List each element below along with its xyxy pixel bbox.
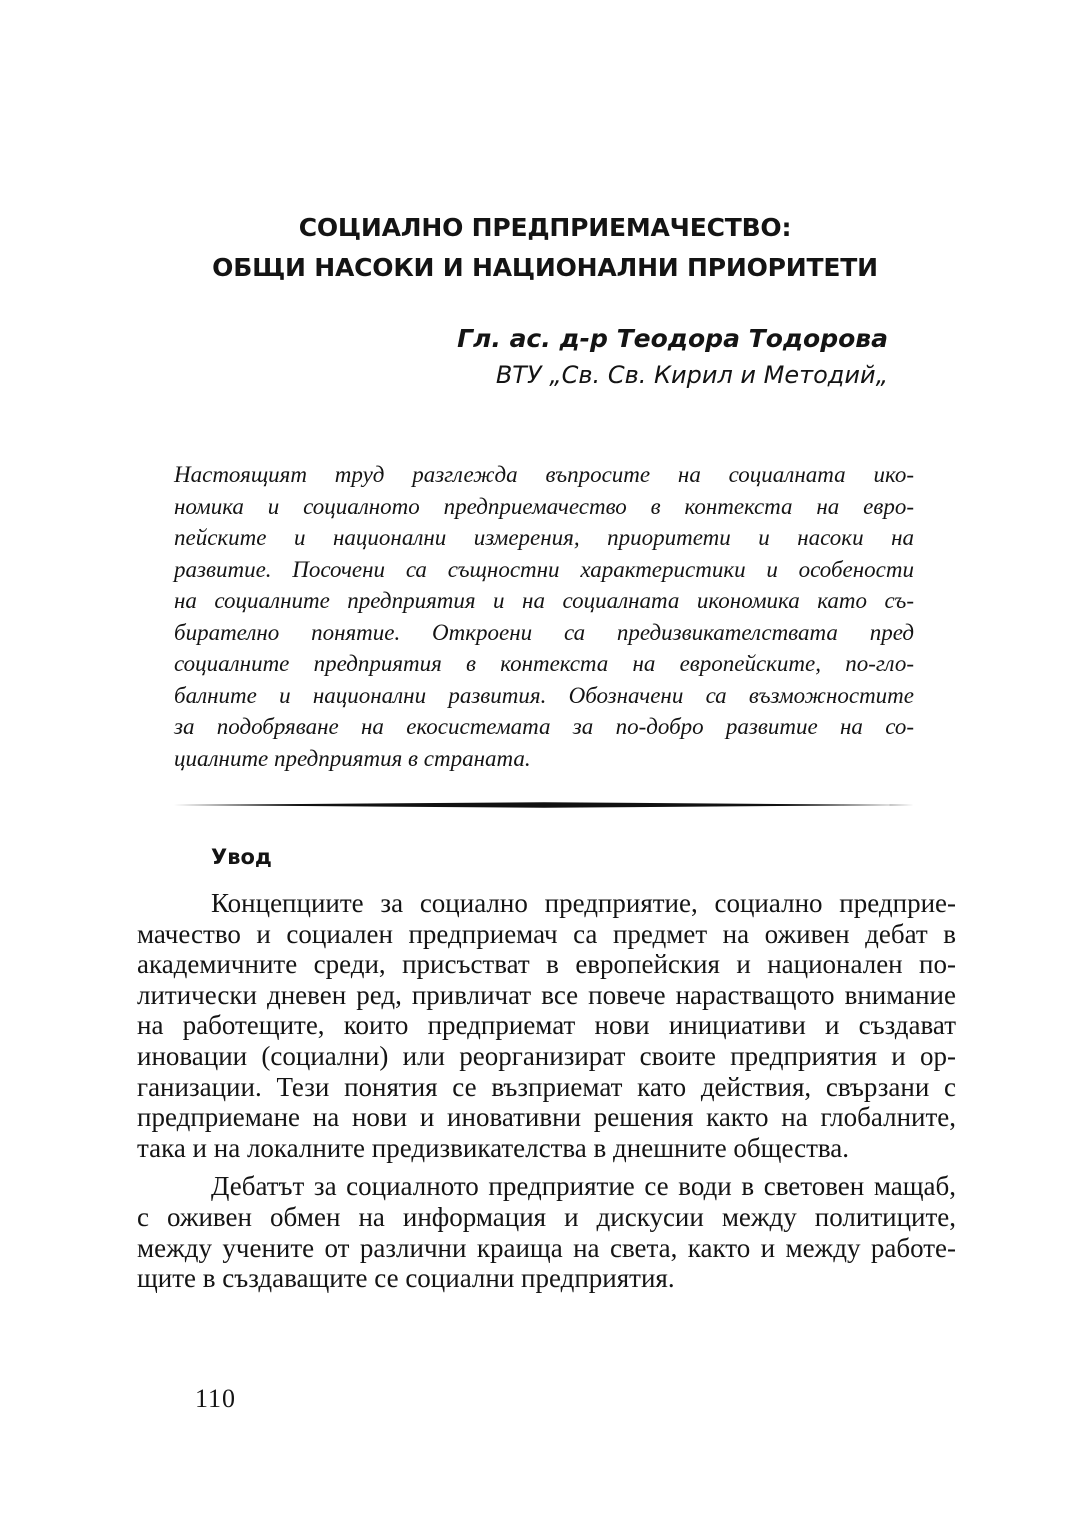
paragraph [137,1171,956,1293]
abstract-line: циалните предприятия в страната. [174,745,531,771]
abstract-line: пейските и национални измерения, приоритети и насоки на [174,525,914,550]
section-divider [174,800,914,810]
paragraph-line: с оживен обмен на информация и дискусии между политиците, [137,1201,956,1232]
paragraph-line: иновации (социални) или реорганизират своите предприятия и ор- [137,1040,956,1071]
paragraph-line: ганизации. Тези понятия се възприемат като действия, свързани с [137,1071,956,1102]
section-heading: Увод [211,845,272,869]
paragraph-line: Дебатът за социалното предприятие се води в световен мащаб, [211,1171,956,1202]
abstract-line: номика и социалното предприемачество в контекста на евро- [174,493,914,519]
abstract-line: бирателно понятие. Откроени са предизвикателствата пред [174,619,914,645]
paragraph-line: така и на локалните предизвикателства в днешните общества. [137,1132,850,1163]
paragraph-line: на работещите, които предприемат нови инициативи и създават [137,1010,956,1041]
abstract-line: развитие. Посочени са същностни характеристики и особености [174,556,914,582]
paragraph-line: между учените от различни краища на света, както и между работе- [137,1232,956,1263]
author-block [457,320,888,392]
paragraph-line: академичните среди, присъстват в европейския и национален по- [137,949,956,980]
abstract-line: на социалните предприятия и на социалната икономика като съ- [174,588,914,613]
abstract [174,459,914,774]
title-line: СОЦИАЛНО ПРЕДПРИЕМАЧЕСТВО: [298,213,792,242]
paragraph-line: литически дневен ред, привличат все повече нарастващото внимание [137,979,956,1010]
abstract-line: за подобряване на екосистемата за по-добро развитие на со- [174,714,914,739]
author-affiliation: ВТУ „Св. Св. Кирил и Методий„ [495,361,888,389]
body-text [137,888,956,1302]
abstract-line: социалните предприятия в контекста на европейските, по-гло- [174,651,914,676]
paragraph-line: щите в създаващите се социални предприятия. [137,1263,675,1294]
paragraph-line: мачество и социален предприемач са предмет на оживен дебат в [137,918,956,949]
paragraph-line: Концепциите за социално предприятие, социално предприе- [211,888,956,918]
abstract-line: Настоящият труд разглежда въпросите на социалната ико- [174,462,914,487]
paragraph-line: предприемане на нови и иновативни решения както на глобалните, [137,1102,956,1133]
article-title [100,208,990,288]
paragraph [137,888,956,1163]
abstract-line: балните и национални развития. Обозначени са възможностите [174,682,914,708]
author-name: Гл. ас. д-р Теодора Тодорова [457,324,888,353]
page-number: 110 [195,1384,237,1413]
title-line: ОБЩИ НАСОКИ И НАЦИОНАЛНИ ПРИОРИТЕТИ [212,253,878,282]
